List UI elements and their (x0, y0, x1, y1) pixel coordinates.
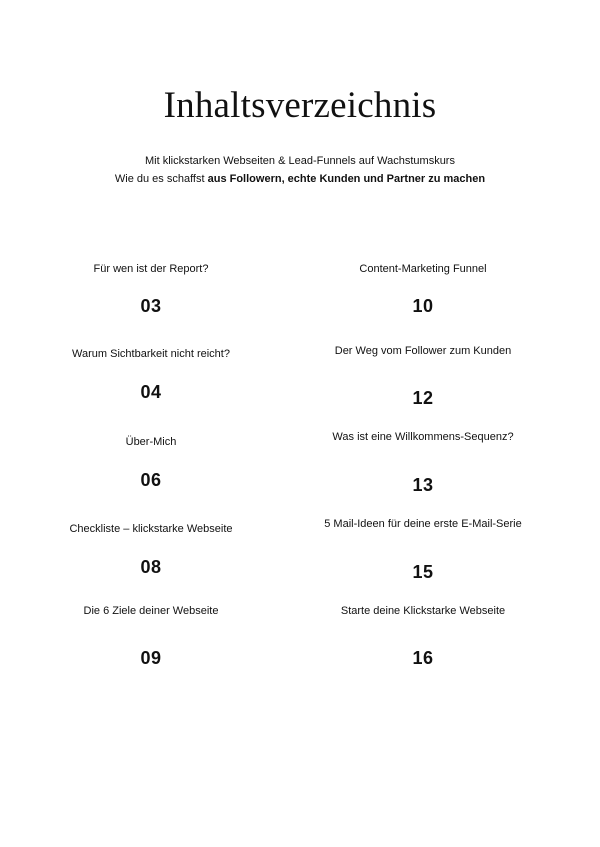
page-title: Inhaltsverzeichnis (163, 85, 437, 126)
toc-entry-page-number: 04 (140, 382, 162, 402)
toc-entry-goals[interactable] (16, 605, 286, 668)
toc-entry-label: Checkliste – klickstarke Webseite (69, 523, 233, 535)
toc-entry-label: Über-Mich (125, 436, 177, 448)
toc-entry-checklist[interactable] (16, 523, 286, 577)
toc-entry-start-website[interactable] (288, 605, 558, 668)
toc-entry-reader[interactable] (16, 263, 286, 316)
toc-entry-page-number: 03 (140, 296, 162, 316)
toc-entry-visibility[interactable] (16, 348, 286, 402)
toc-entry-mail-ideas[interactable] (288, 518, 558, 582)
toc-entry-label: Warum Sichtbarkeit nicht reicht? (72, 348, 230, 360)
toc-entry-page-number: 16 (412, 648, 434, 668)
toc-entry-welcome-sequence[interactable] (288, 431, 558, 495)
toc-entry-page-number: 06 (140, 470, 162, 490)
toc-entry-content-funnel[interactable] (288, 263, 558, 316)
toc-entry-label: Content-Marketing Funnel (359, 263, 487, 275)
toc-entry-label: Der Weg vom Follower zum Kunden (334, 345, 512, 357)
subtitle-line-2-regular: Wie du es schaffst (114, 173, 208, 185)
toc-entry-about-me[interactable] (16, 436, 286, 490)
toc-entry-follower-to-customer[interactable] (288, 345, 558, 408)
toc-entry-page-number: 13 (412, 475, 434, 495)
toc-entry-label: Starte deine Klickstarke Webseite (340, 605, 506, 617)
toc-entry-label: Was ist eine Willkommens-Sequenz? (332, 431, 514, 443)
toc-entry-page-number: 09 (140, 648, 162, 668)
subtitle-line-1: Mit klickstarken Webseiten & Lead-Funnels auf Wachstumskurs (145, 155, 455, 167)
toc-entry-label: Für wen ist der Report? (93, 263, 209, 275)
toc-entry-page-number: 12 (412, 388, 434, 408)
toc-entry-label: 5 Mail-Ideen für deine erste E-Mail-Serie (324, 518, 522, 530)
toc-entry-label: Die 6 Ziele deiner Webseite (83, 605, 219, 617)
toc-entry-page-number: 15 (412, 562, 434, 582)
subtitle-line-2-bold: aus Followern, echte Kunden und Partner zu machen (207, 173, 486, 185)
toc-entry-page-number: 08 (140, 557, 162, 577)
toc-entry-page-number: 10 (412, 296, 434, 316)
subtitle-line-2 (0, 173, 600, 185)
